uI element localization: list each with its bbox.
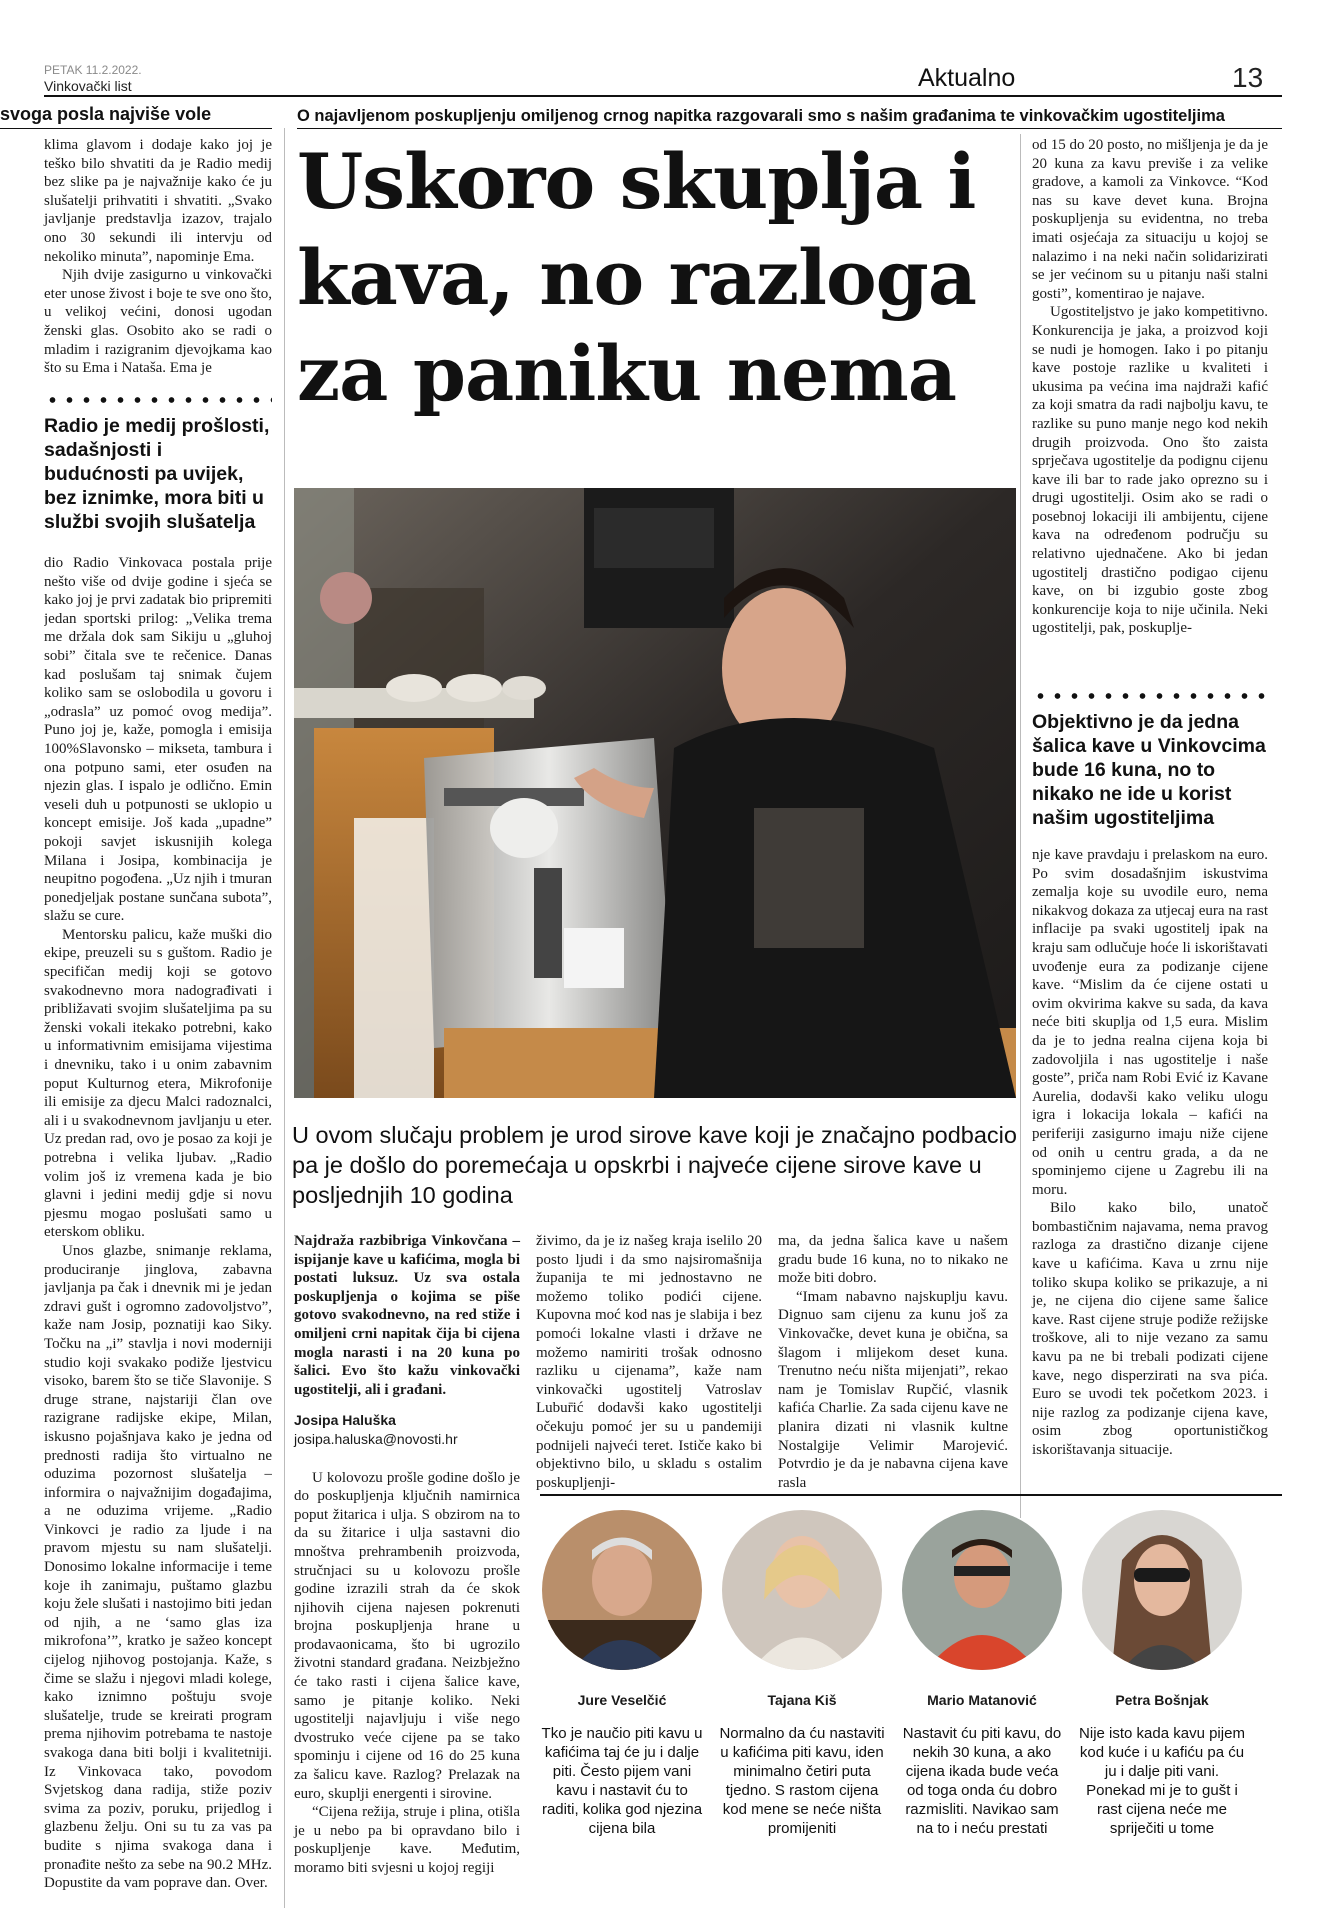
paragraph: U kolovozu prošle godine došlo je do poskupljenja ključnih namirnica poput žitarica i ulja. S obzirom na to da su žitarice i ulja sastavni dio mnoštva prehrambenih proizvoda, stručnjaci su u kolovozu prošle godine izrazili strah da će skok njihovih cijena najesen pokrenuti brojna poskupljenja hrane u prodavaonicama, što bi ugrozilo životni standard građana. Neizbježno će tako rasti i cijena šalice kave, samo je pitanje koliko. Neki ugostitelji najavljuju i više nego dvostruko veće cijene pa se tako spominju i cijene od 16 do 25 kuna za šalicu kave. Razlog? Prelazak na euro, skuplji energenti i sirovine. bbox=[294, 1469, 520, 1802]
paragraph: živimo, da je iz našeg kraja iselilo 20 posto ljudi i da smo najsiromašnija županija te mi jednostavno ne možemo toliko podići cijene. Kupovna moć kod nas je slabija i bez pomoći lokalne vlasti i države ne možemo namiriti trošak odnosno razliku u cijenama”, kaže nam vinkovački ugostitelj Vatroslav Lubur̄ić dodavši kako ugostitelji očekuju pomoć jer su u pandemiji podnijeli najveći teret. Ističe kako bi objektivno bilo, u skladu s ostalim poskupljenji- bbox=[536, 1233, 762, 1491]
left-column-divider bbox=[284, 128, 285, 1908]
barista-photo-illustration bbox=[294, 488, 1016, 1098]
left-column-text-bottom bbox=[44, 554, 272, 1904]
paragraph: “Cijena režija, struje i plina, otišla je u nebo pa bi opravdano bilo i poskupljenje kave. Međutim, moramo biti svjesni u kojoj regiji bbox=[294, 1804, 520, 1876]
paragraph: Ugostiteljstvo je jako kompetitivno. Konkurencija je jaka, a proizvod koji se nudi je homogen. Iako i po pitanju kave postoje razlike u kvaliteti i ukusima pa većina ima najdraži kafić za koji smatra da radi najbolju kavu, te razlike su puno manje nego kod nekih drugih proizvoda. Ono što zaista sprječava ugostitelje da podignu cijenu kave ili bar to rade jako oprezno su i drugi ugostitelji. Osim ako se radi o posebnoj lokaciji ili ambijentu, cijene kava na određenom području su relativno ujednačene. Ako bi jedan ugostitelj drastično podigao cijenu kave, on bi izgubio goste zbog konkurencije koja to nije učinila. Neki ugostitelji, pak, poskuplje- bbox=[1032, 304, 1268, 637]
left-pullquote: Radio je medij prošlosti, sadašnjosti i budućnosti pa uvijek, bez iznimke, mora biti u službi svojih slušatelja bbox=[44, 415, 270, 533]
vox-name-tajana: Tajana Kiš bbox=[767, 1692, 837, 1708]
vox-name-mario: Mario Matanović bbox=[927, 1692, 1037, 1708]
left-kicker bbox=[0, 104, 211, 125]
vox-quote-petra: Nije isto kada kavu pijem kod kuće i u kafiću pa ću ju i dalje piti vani. Ponekad mi je to gušt i rast cijena neće me spriječiti u tome bbox=[1079, 1725, 1245, 1837]
paragraph: dio Radio Vinkovaca postala prije nešto više od dvije godine i sjeća se kako joj je prvi zadatak bio pripremiti jedan sportski prilog: „Velika trema me držala dok sam Sikiju u „gluhoj sobi” čitala sve te rečenice. Danas kad poslušam taj snimak čujem koliko sam se oslobodila u govoru i „odrasla” uz pomoć ovog medija”. Puno joj je, kaže, pomogla i emisija 100%Slavonsko – mikseta, tambura i ona potpuno sami, eter osuđen na njezin glas. I ispalo je odlično. Emin veseli duh u potpunosti se uklopio u koncept emisije. Još kada „upadne” pokoji savjet iskusnijih kolega Milana i Josipa, kombinacija je neupitno pogođena. „Uz njih i tmuran ponedjeljak postane sunčana subota”, slažu se cure. bbox=[44, 555, 272, 925]
right-pullquote: Objektivno je da jedna šalica kave u Vinkovcima bude 16 kuna, no to nikako ne ide u korist našim ugostiteljima bbox=[1032, 711, 1266, 829]
newspaper-name: Vinkovački list bbox=[44, 78, 132, 94]
article-lead: Najdraža razbibriga Vinkovčana – ispijanje kave u kafićima, mogla bi postati luksuz. Uz sva ostala poskupljenja o kojima se piše gotovo svakodnevno, na red stiže i omiljeni crni napitak čija bi cijena mogla narasti i na 20 kuna po šalici. Evo što kažu vinkovački ugostitelji, ali i građani. bbox=[294, 1233, 520, 1398]
author-email: josipa.haluska@novosti.hr bbox=[294, 1430, 458, 1447]
article-column-2 bbox=[536, 1232, 762, 1492]
right-column-divider bbox=[1020, 134, 1021, 1518]
paragraph: Mentorsku palicu, kaže muški dio ekipe, preuzeli su s guštom. Radio je specifičan medij koji se gotovo svakodnevno mora nadograđivati i približavati svojim slušateljima pa su ženski vokali itekako potrebni, kako u informativnim emisijama vijestima i dnevniku, tako i u onim zabavnim poput Kulturnog etera, Mikrofonije ili emisije za djecu Malci radoznalci, ali i u svakodnevnom javljanju u eter. Uz predan rad, ovo je posao za koji je potrebna i velika ljubav. „Radio volim još iz vremena kada je bio glavni i jedini medij gdje si novu pjesmu mogao poslušati samo u eterskom obliku. bbox=[44, 926, 272, 1241]
vox-name-jure: Jure Veselčić bbox=[577, 1692, 667, 1708]
photo-caption: U ovom slučaju problem je urod sirove kave koji je značajno podbacio pa je došlo do poremećaja u opskrbi i najveće cijene sirove kave u posljednjih 10 godina bbox=[292, 1122, 1017, 1208]
paragraph: nje kave pravdaju i prelaskom na euro. Po svim dosadašnjim iskustvima zemalja koje su uvodile euro, nema nikakvog dokaza za utjecaj eura na rast inflacije pa svaki ugostitelj ipak na kraju sam odlučuje hoće li iskorištavati uvođenje eura za podizanje cijene kave. “Mislim da će cijene ostati u ovim okvirima kakve su sada, da kava neće biti skuplja od 1,5 eura. Mislim da je to jedna realna cijena koja bi zadovoljila i nas ugostitelje i naše goste”, priča nam Robi Ević iz Kavane Aurelia, dodavši kako veliku ulogu igra i lokacija lokala – kafići na periferiji zasigurno imaju niže cijene od onih u centru grada, a da ne spominjemo cijene u Zagrebu ili na moru. bbox=[1032, 847, 1268, 1198]
left-kicker-rule bbox=[0, 128, 272, 129]
article-kicker-rule bbox=[297, 128, 1282, 129]
issue-date: PETAK 11.2.2022. bbox=[44, 63, 142, 77]
left-dot-divider bbox=[44, 396, 272, 404]
article-kicker: O najavljenom poskupljenju omiljenog crnog napitka razgovarali smo s našim građanima te vinkovačkim ugostiteljima bbox=[297, 107, 1225, 125]
paragraph: ma, da jedna šalica kave u našem gradu bude 16 kuna, no to nikako ne može biti dobro. bbox=[778, 1233, 1008, 1287]
right-column-text-bottom bbox=[1032, 846, 1268, 1460]
article-column-1 bbox=[294, 1232, 520, 1878]
paragraph: Njih dvije zasigurno u vinkovački eter unose živost i boje te sve ono što, u velikoj većini, donosi ugodan ženski glas. Osobito ako se radi o mladim i razigranim djevojkama kao što su Ema i Nataša. Ema je bbox=[44, 267, 272, 377]
paragraph: Unos glazbe, snimanje reklama, produciranje jinglova, zabavna javljanja pa čak i dnevnik mi je jedan zdravi gušt i ogromno zadovoljstvo”, kaže nam Josip, poznatiji kao Siky. Točku na „i” stavlja i novi moderniji studio koji svakako podiže ljestvicu visoko, barem što se tiče Slavonije. S druge strane, najstariji član ove razigrane radijske ekipe, Milan, iskusno pojašnjava kako je jedna od prednosti radija što virtualno ne oduzima pozornost slušatelja – informira o najvažnijim događajima, a ne oduzima vrijeme. „Radio Vinkovci je radio za ljude i na pravom mjestu su nam slušatelji. Donosimo lokalne informacije i teme koje ih zanimaju, puštamo glazbu koju žele slušati i nastojimo biti jedan od njih, a ne ‘samo glas iza mikrofona’”, kratko je sažeo koncept cijelog njihovog postojanja. Kaže, s čime se slažu i njegovi mladi kolege, kako iznimno poštuju svoje slušatelje, trude se kreirati program prema njihovim potrebama te nastoje svakoga dana biti bolji i kvalitetniji. Iz Vinkovaca tako, povodom Svjetskog dana radija, stiže poziv svima za poziv, poruku, prijedlog i glazbenu želju. Oni su tu za vas pa budite s njima svakoga dana i pronađite nešto za sebe na 90.2 MHz. Dopustite da vam poprave dan. Over. bbox=[44, 1242, 272, 1892]
paragraph: “Imam nabavno najskuplju kavu. Dignuo sam cijenu za kunu još za Vinkovačke, devet kuna je obična, sa šlagom i mlijekom deset kuna. Trenutno neću ništa mijenjati”, rekao nam je Tomislav Rupčić, vlasnik kafića Charlie. Za sada cijenu kave ne planira dizati ni vlasnik kultne Nostalgije Velimir Marojević. Potvrdio je da je nabavna cijena kave rasla bbox=[778, 1288, 1008, 1491]
paragraph: klima glavom i dodaje kako joj je teško bilo shvatiti da je Radio medij bez slike pa je najvažnije kako će ju slušatelji prihvatiti i shvatiti. „Svako javljanje predstavlja izazov, trajalo ono 30 sekundi ili intervju od nekoliko minuta”, napominje Ema. bbox=[44, 137, 272, 265]
article-headline: Uskoro skuplja i kava, no razloga za paniku nema bbox=[297, 137, 977, 418]
portrait-tajana bbox=[722, 1510, 882, 1670]
left-kicker-text: svoga posla najviše vole bbox=[0, 104, 212, 124]
vox-quote-mario: Nastavit ću piti kavu, do nekih 30 kuna, a ako cijena ikada bude veća od toga onda ću dobro razmisliti. Navikao sam na to i neću prestati bbox=[902, 1725, 1062, 1837]
barista-photo bbox=[294, 488, 1016, 1098]
left-column-text-top bbox=[44, 136, 272, 378]
paragraph: od 15 do 20 posto, no mišljenja je da je 20 kuna za kavu previše i za velike gradove, a kamoli za Vinkovce. “Kod nas su kave devet kuna. Brojna poskupljenja su evidentna, no treba imati osjećaja za situaciju u kojoj se nalazimo i na neki način solidarizirati se jer većinom su u pitanju naši stalni gosti”, komentirao je najave. bbox=[1032, 137, 1268, 302]
paragraph: Bilo kako bilo, unatoč bombastičnim najavama, nema pravog razloga za drastično dizanje cijene kave u kafićima. Kava u zrnu nije toliko skupa koliko se prikazuje, a ni je, ne cijena dio cijene same šalice kave. Rast cijene struje podiže režijske troškove, ali to nije vezano za samu kavu pa ne bi trebali podizati cijene kave, nego disperzirati na sva pića. Euro se uvodi tek početkom 2023. i nije razlog za podizanje cijena kave, osim zbog oportunističkog iskorištavanja situacije. bbox=[1032, 1200, 1268, 1458]
vox-name-petra: Petra Bošnjak bbox=[1115, 1692, 1209, 1708]
article-column-3 bbox=[778, 1232, 1008, 1492]
page-number: 13 bbox=[1232, 62, 1264, 93]
header-rule bbox=[44, 95, 1282, 97]
right-column-text-top bbox=[1032, 136, 1268, 638]
vox-quote-tajana: Normalno da ću nastaviti u kafićima piti kavu, iden minimalno četiri puta tjedno. S rastom cijena kod mene se neće ništa promijeniti bbox=[719, 1725, 885, 1837]
vox-pop-rule bbox=[540, 1494, 1282, 1496]
vox-quote-jure: Tko je naučio piti kavu u kafićima taj će ju i dalje piti. Često pijem vani kavu i nastavit ću to raditi, kolika god njezina cijena bila bbox=[541, 1725, 703, 1837]
portrait-jure bbox=[542, 1510, 702, 1670]
right-dot-divider bbox=[1032, 692, 1268, 700]
portrait-petra bbox=[1082, 1510, 1242, 1670]
author-name: Josipa Haluška bbox=[294, 1412, 396, 1429]
portrait-mario bbox=[902, 1510, 1062, 1670]
section-title: Aktualno bbox=[918, 64, 1016, 92]
